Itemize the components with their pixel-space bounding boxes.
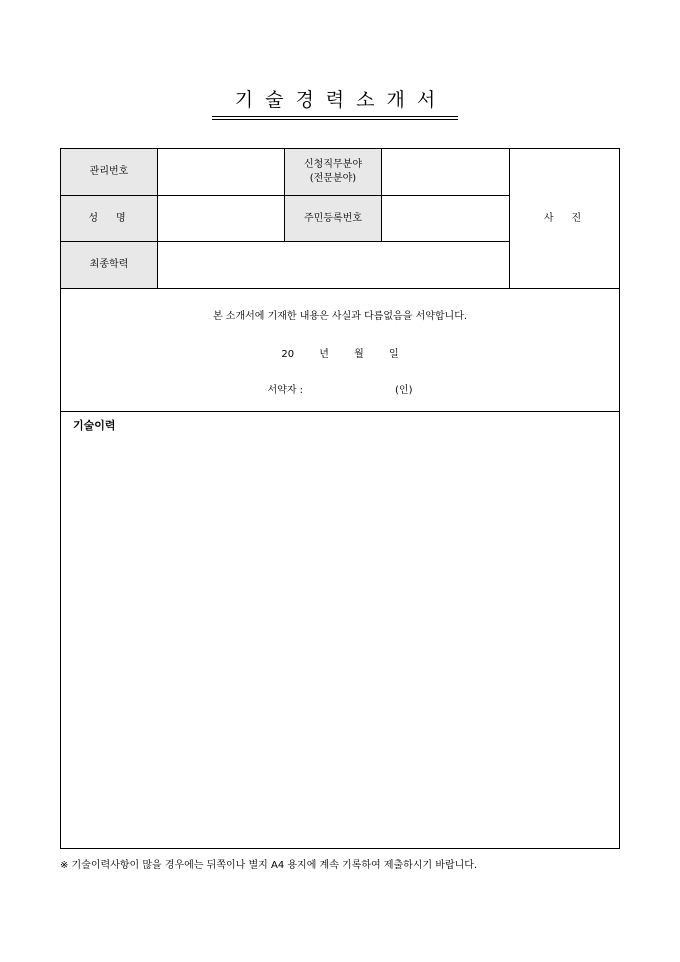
declaration-statement: 본 소개서에 기재한 내용은 사실과 다름없음을 서약합니다. — [212, 311, 468, 322]
management-no-field[interactable] — [158, 149, 284, 195]
declaration-date — [61, 345, 619, 360]
management-no-label — [61, 149, 157, 195]
management-no-label-text: 관리번호 — [89, 166, 129, 177]
date-month-unit: 월 — [354, 349, 364, 360]
date-day-unit: 일 — [388, 349, 399, 360]
date-year: 20 — [281, 349, 295, 360]
career-section-title: 기술이력 — [73, 419, 116, 432]
job-field-label — [285, 149, 381, 195]
job-field-label-line2: (전문분야) — [309, 173, 357, 184]
resident-no-label — [285, 196, 381, 241]
footnote: ※ 기술이력사항이 많을 경우에는 뒤쪽이나 별지 A4 용지에 계속 기록하여 제출하시기 바랍니다. — [60, 860, 478, 871]
declaration-divider — [61, 411, 619, 412]
resident-no-label-text: 주민등록번호 — [304, 212, 362, 224]
title-double-underline — [212, 116, 458, 120]
name-field[interactable] — [158, 196, 284, 241]
signer-label: 서약자 : — [267, 385, 304, 396]
career-introduction-form — [60, 148, 620, 849]
job-field-label-line1: 신청직무분야 — [304, 159, 362, 170]
education-field[interactable] — [158, 242, 509, 288]
education-label — [61, 242, 157, 288]
resident-no-field[interactable] — [382, 196, 509, 241]
name-label — [61, 196, 157, 241]
photo-box[interactable] — [510, 149, 619, 288]
declaration-signer — [61, 381, 619, 396]
date-year-unit: 년 — [319, 349, 329, 360]
document-title: 기술경력소개서 — [234, 89, 448, 111]
career-history-area[interactable] — [61, 434, 619, 846]
name-label-text: 성 명 — [88, 212, 130, 224]
seal-label: (인) — [395, 385, 413, 396]
photo-label: 사 진 — [543, 212, 586, 224]
education-label-text: 최종학력 — [89, 259, 129, 270]
info-table-bottom — [61, 288, 619, 289]
job-field-field[interactable] — [382, 149, 509, 195]
